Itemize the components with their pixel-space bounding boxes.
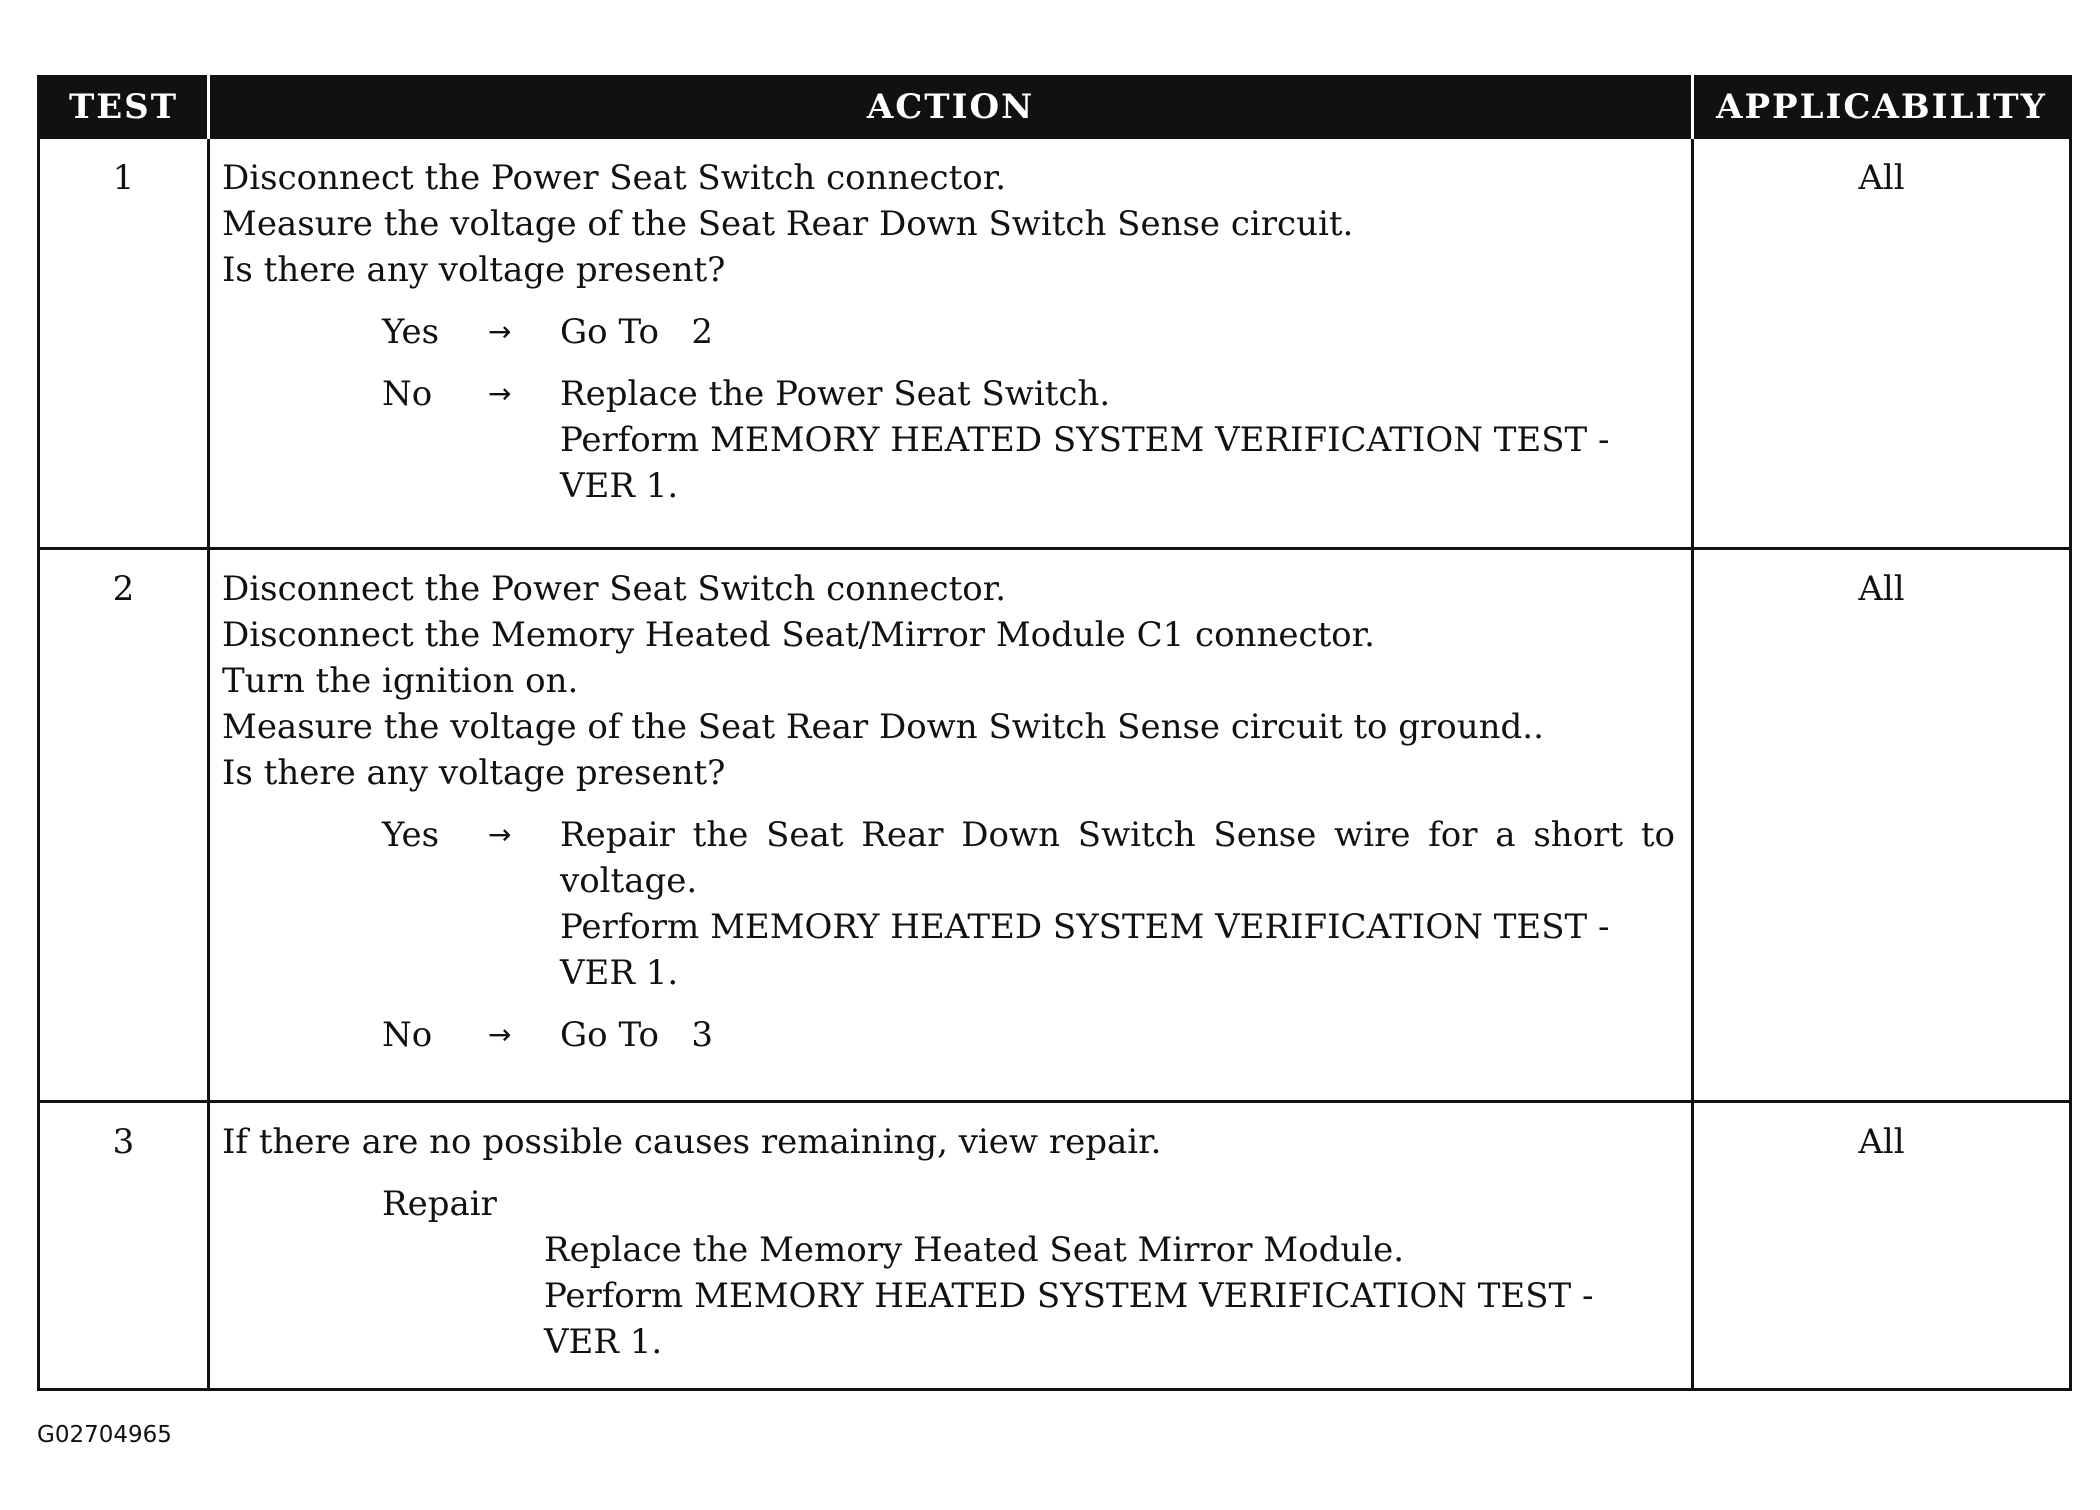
test-number: 2 — [39, 549, 209, 1102]
outcome-line: Replace the Power Seat Switch. — [560, 374, 1111, 414]
yes-outcome — [222, 812, 1679, 996]
outcome-line: VER 1. — [560, 466, 679, 506]
goto-text: Go To 3 — [560, 1015, 713, 1055]
action-step: Measure the voltage of the Seat Rear Down Switch Sense circuit to ground.. — [222, 707, 1544, 747]
yes-label: Yes — [382, 815, 440, 855]
outcome-line: Perform MEMORY HEATED SYSTEM VERIFICATION TEST - — [560, 907, 1610, 947]
action-step: Disconnect the Power Seat Switch connector. — [222, 569, 1007, 609]
no-outcome — [222, 371, 1679, 509]
right-arrow-icon: → — [488, 1018, 512, 1051]
outcome-line: VER 1. — [560, 953, 679, 993]
table-row — [39, 549, 2071, 1102]
table-row — [39, 1102, 2071, 1390]
outcome-line: Repair the Seat Rear Down Switch Sense wire for a short to voltage. — [560, 815, 1675, 901]
action-step: Is there any voltage present? — [222, 753, 726, 793]
yes-label: Yes — [382, 312, 440, 352]
action-step: Turn the ignition on. — [222, 661, 579, 701]
repair-line: Perform MEMORY HEATED SYSTEM VERIFICATION TEST - — [544, 1276, 1594, 1316]
action-cell — [209, 549, 1693, 1102]
applicability-value: All — [1693, 138, 2071, 549]
repair-label: Repair — [382, 1184, 497, 1224]
table-row — [39, 138, 2071, 549]
applicability-value: All — [1693, 1102, 2071, 1390]
header-action: ACTION — [209, 77, 1693, 138]
goto-text: Go To 2 — [560, 312, 713, 352]
action-cell — [209, 1102, 1693, 1390]
right-arrow-icon: → — [488, 377, 512, 410]
no-label: No — [382, 1015, 433, 1055]
figure-id: G02704965 — [37, 1422, 172, 1448]
action-step: Measure the voltage of the Seat Rear Down Switch Sense circuit. — [222, 204, 1354, 244]
action-step: Is there any voltage present? — [222, 250, 726, 290]
outcome-line: Perform MEMORY HEATED SYSTEM VERIFICATION TEST - — [560, 420, 1610, 460]
action-step: Disconnect the Memory Heated Seat/Mirror Module C1 connector. — [222, 615, 1375, 655]
repair-instructions — [544, 1227, 1679, 1365]
test-number: 3 — [39, 1102, 209, 1390]
applicability-value: All — [1693, 549, 2071, 1102]
no-outcome — [222, 1012, 1679, 1058]
header-test: TEST — [39, 77, 209, 138]
repair-line: VER 1. — [544, 1322, 663, 1362]
header-applicability: APPLICABILITY — [1693, 77, 2071, 138]
action-step: Disconnect the Power Seat Switch connector. — [222, 158, 1007, 198]
right-arrow-icon: → — [488, 315, 512, 348]
diagnostic-test-table — [37, 75, 2072, 1391]
yes-outcome — [222, 309, 1679, 355]
test-number: 1 — [39, 138, 209, 549]
action-cell — [209, 138, 1693, 549]
action-step: If there are no possible causes remaining, view repair. — [222, 1122, 1162, 1162]
repair-line: Replace the Memory Heated Seat Mirror Module. — [544, 1230, 1405, 1270]
right-arrow-icon: → — [488, 818, 512, 851]
no-label: No — [382, 374, 433, 414]
table-header-row — [39, 77, 2071, 138]
